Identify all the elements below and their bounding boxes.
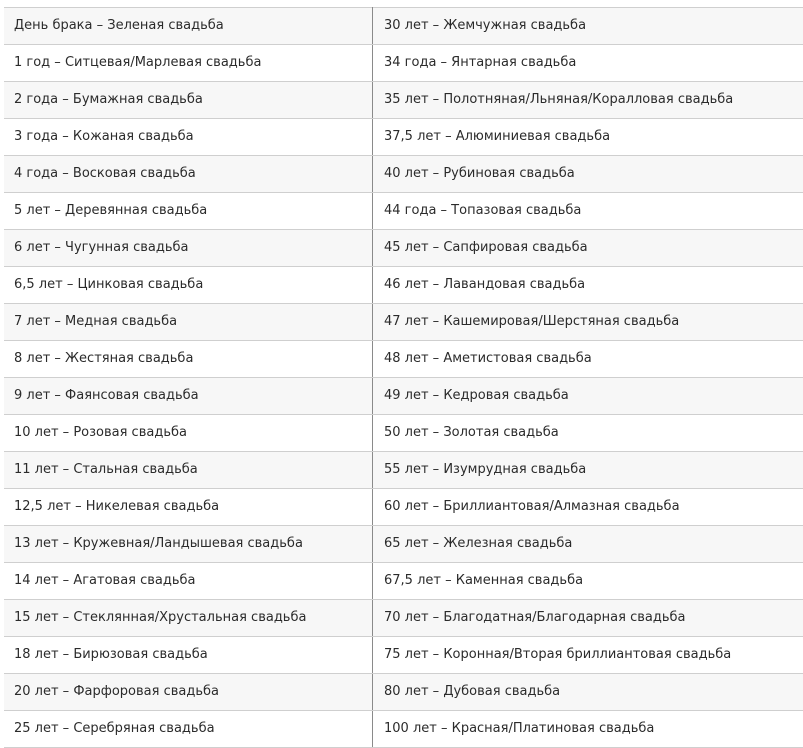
table-cell-right: 37,5 лет – Алюминиевая свадьба [373, 119, 803, 156]
table-row [4, 267, 803, 304]
table-cell-left: 10 лет – Розовая свадьба [4, 415, 373, 452]
table-cell-right: 60 лет – Бриллиантовая/Алмазная свадьба [373, 489, 803, 526]
table-row [4, 674, 803, 711]
anniversary-table-body [4, 8, 803, 748]
table-row [4, 193, 803, 230]
table-cell-left: 11 лет – Стальная свадьба [4, 452, 373, 489]
table-cell-right: 50 лет – Золотая свадьба [373, 415, 803, 452]
table-cell-right: 65 лет – Железная свадьба [373, 526, 803, 563]
table-cell-left: 9 лет – Фаянсовая свадьба [4, 378, 373, 415]
table-cell-right: 48 лет – Аметистовая свадьба [373, 341, 803, 378]
table-cell-right: 67,5 лет – Каменная свадьба [373, 563, 803, 600]
table-cell-right: 100 лет – Красная/Платиновая свадьба [373, 711, 803, 748]
table-cell-right: 34 года – Янтарная свадьба [373, 45, 803, 82]
table-cell-left: 8 лет – Жестяная свадьба [4, 341, 373, 378]
table-cell-left: 20 лет – Фарфоровая свадьба [4, 674, 373, 711]
table-cell-right: 55 лет – Изумрудная свадьба [373, 452, 803, 489]
table-row [4, 489, 803, 526]
table-cell-left: День брака – Зеленая свадьба [4, 8, 373, 45]
table-cell-left: 3 года – Кожаная свадьба [4, 119, 373, 156]
table-cell-right: 46 лет – Лавандовая свадьба [373, 267, 803, 304]
table-cell-left: 4 года – Восковая свадьба [4, 156, 373, 193]
table-row [4, 119, 803, 156]
table-cell-left: 1 год – Ситцевая/Марлевая свадьба [4, 45, 373, 82]
table-cell-left: 25 лет – Серебряная свадьба [4, 711, 373, 748]
table-row [4, 230, 803, 267]
table-cell-left: 12,5 лет – Никелевая свадьба [4, 489, 373, 526]
table-cell-left: 2 года – Бумажная свадьба [4, 82, 373, 119]
table-row [4, 637, 803, 674]
table-cell-left: 5 лет – Деревянная свадьба [4, 193, 373, 230]
table-row [4, 378, 803, 415]
table-cell-right: 35 лет – Полотняная/Льняная/Коралловая свадьба [373, 82, 803, 119]
table-row [4, 82, 803, 119]
table-row [4, 304, 803, 341]
table-row [4, 600, 803, 637]
table-cell-left: 14 лет – Агатовая свадьба [4, 563, 373, 600]
table-cell-left: 7 лет – Медная свадьба [4, 304, 373, 341]
table-cell-right: 40 лет – Рубиновая свадьба [373, 156, 803, 193]
table-cell-left: 18 лет – Бирюзовая свадьба [4, 637, 373, 674]
table-cell-right: 70 лет – Благодатная/Благодарная свадьба [373, 600, 803, 637]
table-row [4, 341, 803, 378]
table-cell-left: 15 лет – Стеклянная/Хрустальная свадьба [4, 600, 373, 637]
table-cell-right: 49 лет – Кедровая свадьба [373, 378, 803, 415]
table-row [4, 156, 803, 193]
table-row [4, 563, 803, 600]
table-row [4, 8, 803, 45]
table-cell-right: 30 лет – Жемчужная свадьба [373, 8, 803, 45]
table-cell-right: 45 лет – Сапфировая свадьба [373, 230, 803, 267]
table-row [4, 711, 803, 748]
table-row [4, 452, 803, 489]
table-cell-right: 47 лет – Кашемировая/Шерстяная свадьба [373, 304, 803, 341]
anniversary-table [4, 7, 803, 748]
table-row [4, 415, 803, 452]
table-cell-right: 80 лет – Дубовая свадьба [373, 674, 803, 711]
table-cell-left: 6,5 лет – Цинковая свадьба [4, 267, 373, 304]
table-row [4, 526, 803, 563]
table-row [4, 45, 803, 82]
table-cell-right: 44 года – Топазовая свадьба [373, 193, 803, 230]
table-cell-left: 6 лет – Чугунная свадьба [4, 230, 373, 267]
table-cell-left: 13 лет – Кружевная/Ландышевая свадьба [4, 526, 373, 563]
table-cell-right: 75 лет – Коронная/Вторая бриллиантовая свадьба [373, 637, 803, 674]
